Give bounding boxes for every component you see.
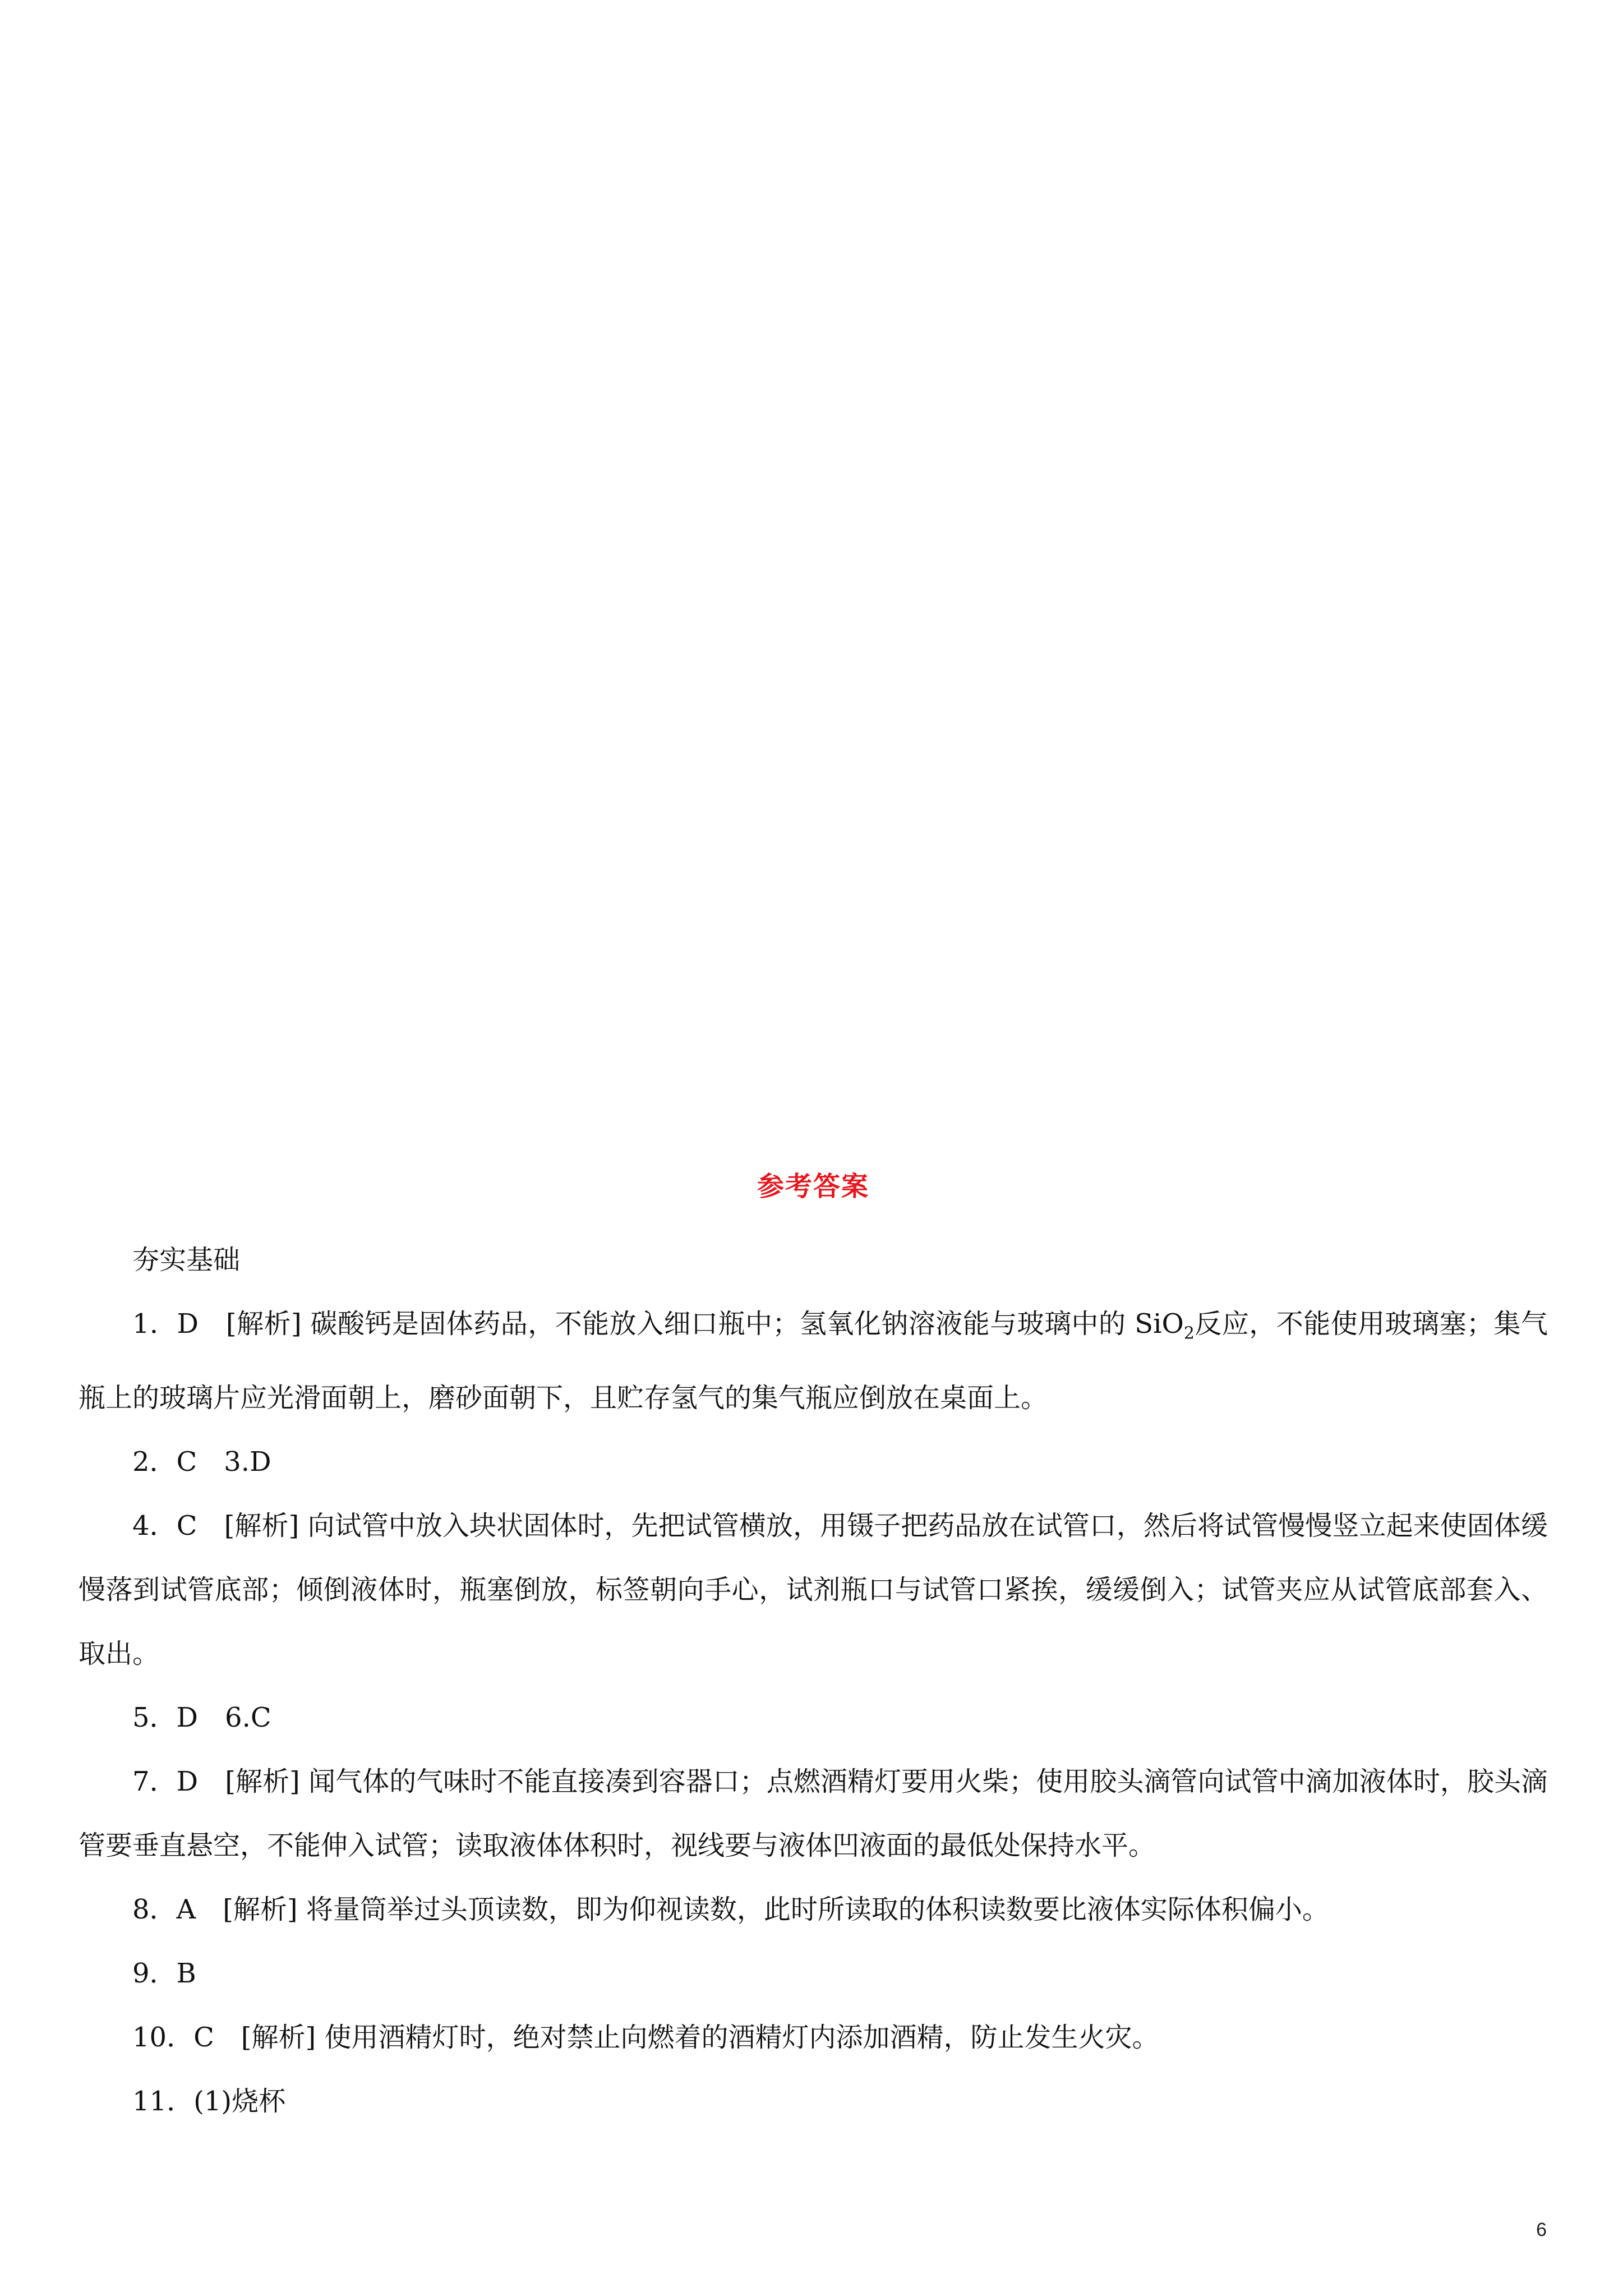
section-title: 参考答案: [757, 1171, 869, 1202]
answer-9: 9．B: [132, 1957, 196, 1989]
answer-11: 11．(1)烧杯: [132, 2085, 286, 2117]
answer-7: 7．D [解析] 闻气体的气味时不能直接凑到容器口；点燃酒精灯要用火柴；使用胶头滴管向试管中滴加液体时，胶头滴管要垂直悬空，不能伸入试管；读取液体体积时，视线要与液体凹液面的最低处保持水平。: [79, 1765, 1548, 1861]
page-number: 6: [1536, 2219, 1547, 2240]
answer-5-6: 5．D 6.C: [132, 1701, 271, 1733]
answer-1-subscript: 2: [1183, 1323, 1195, 1343]
answer-10: 10．C [解析] 使用酒精灯时，绝对禁止向燃着的酒精灯内添加酒精，防止发生火灾。: [132, 2021, 1159, 2053]
answer-4: 4．C [解析] 向试管中放入块状固体时，先把试管横放，用镊子把药品放在试管口，然后将试管慢慢竖立起来使固体缓慢落到试管底部；倾倒液体时，瓶塞倒放，标签朝向手心，试剂瓶口与试管口紧挨，缓缓倒入；试管夹应从试管底部套入、取出。: [79, 1510, 1548, 1669]
answer-1-part-b: 反应，不能使用玻璃塞；集气瓶上的玻璃片应光滑面朝上，磨砂面朝下，且贮存氢气的集气瓶应倒放在桌面上。: [79, 1308, 1548, 1414]
subsection-heading: 夯实基础: [132, 1244, 241, 1276]
answer-section: [79, 1170, 1548, 2133]
answer-1-part-a: 1．D [解析] 碳酸钙是固体药品，不能放入细口瓶中；氢氧化钠溶液能与玻璃中的 SiO: [132, 1308, 1184, 1340]
answer-1: [79, 1292, 1548, 1430]
answer-2-3: 2．C 3.D: [132, 1446, 271, 1478]
answer-8: 8．A [解析] 将量筒举过头顶读数，即为仰视读数，此时所读取的体积读数要比液体实际体积偏小。: [132, 1893, 1329, 1925]
